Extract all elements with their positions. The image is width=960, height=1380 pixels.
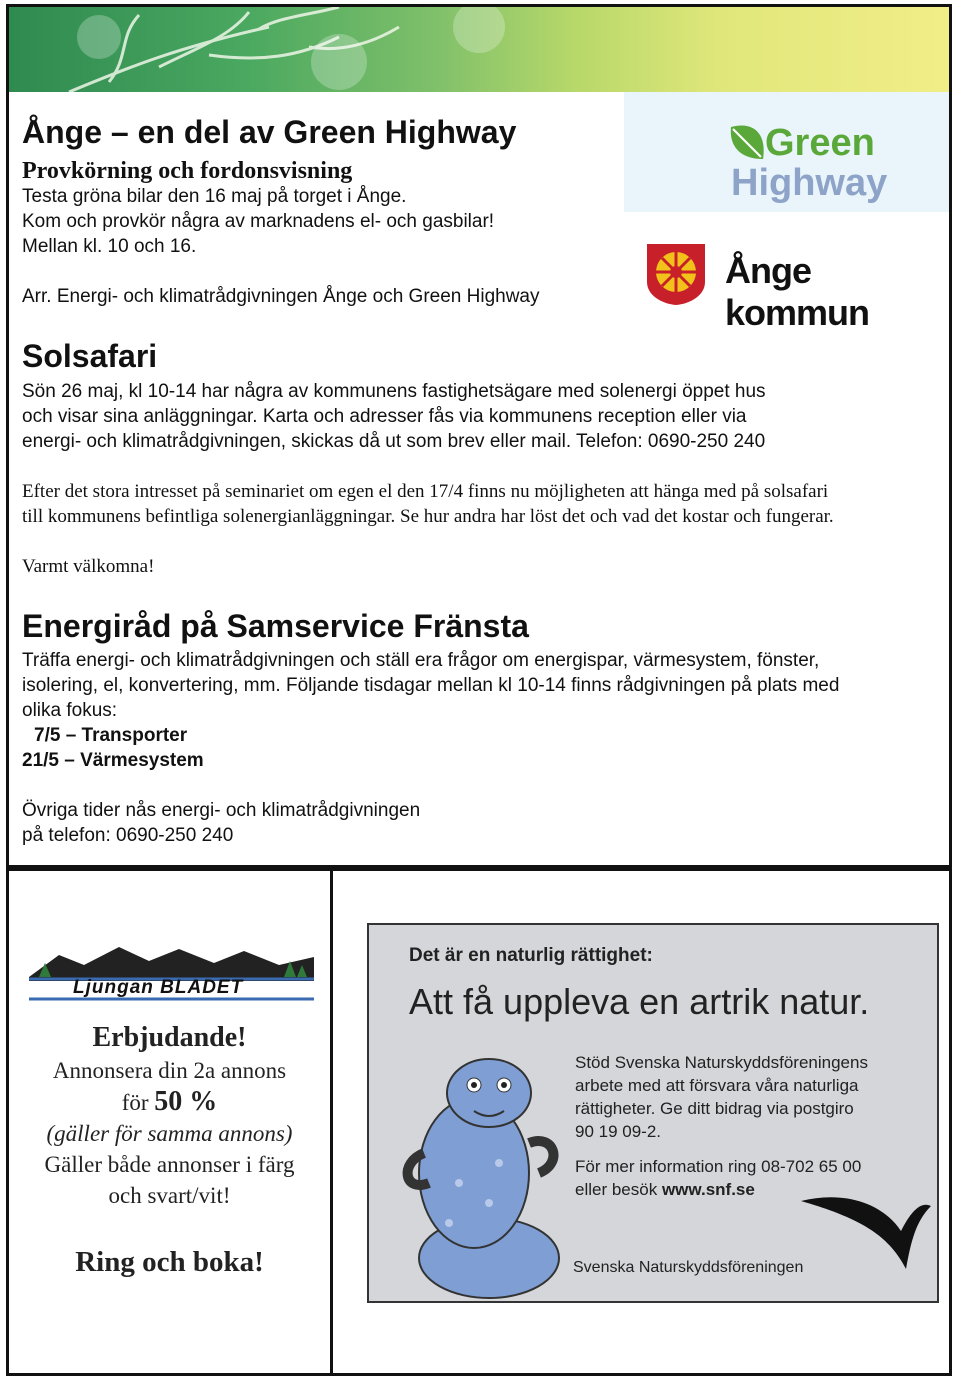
ad-headline: Att få uppleva en artrik natur. bbox=[409, 981, 870, 1022]
text-line: på telefon: 0690-250 240 bbox=[22, 825, 234, 846]
logo-word-highway: Highway bbox=[731, 162, 888, 204]
energirad-section bbox=[22, 609, 839, 848]
section-title: Ånge – en del av Green Highway bbox=[22, 114, 517, 150]
snf-ad-panel bbox=[367, 923, 939, 1303]
text-line: energi- och klimatrådgivningen, skickas då ut som brev eller mail. Telefon: 0690-250 240 bbox=[22, 431, 766, 452]
ljunganbladet-ad bbox=[6, 868, 333, 1376]
offer-title: Erbjudande! bbox=[92, 1022, 247, 1053]
text-line: isolering, el, konvertering, mm. Följande tisdagar mellan kl 10-14 finns rådgivningen på plats med bbox=[22, 675, 840, 696]
text-line: För mer information ring 08-702 65 00 bbox=[575, 1157, 862, 1176]
ljunganbladet-logo bbox=[29, 941, 314, 1005]
offer-text bbox=[9, 1021, 330, 1279]
focus-item: 7/5 – Transporter bbox=[34, 725, 188, 746]
municipal-shield-icon bbox=[645, 242, 707, 306]
text-line: 90 19 09-2. bbox=[575, 1122, 662, 1141]
focus-item: 21/5 – Värmesystem bbox=[22, 750, 204, 771]
offer-line: Gäller både annonser i färg bbox=[44, 1152, 295, 1177]
text-line: Testa gröna bilar den 16 maj på torget i Ånge. bbox=[22, 186, 407, 207]
logo-text-ange-kommun: Ånge kommun bbox=[725, 250, 870, 333]
text-line: rättigheter. Ge ditt bidrag via postgiro bbox=[575, 1099, 854, 1118]
discount-value: 50 % bbox=[154, 1086, 218, 1117]
organisation-name: Svenska Naturskyddsföreningen bbox=[573, 1259, 804, 1276]
text-line: Mellan kl. 10 och 16. bbox=[22, 236, 197, 257]
green-highway-logo bbox=[723, 119, 923, 209]
text-line: Kom och provkör några av marknadens el- och gasbilar! bbox=[22, 211, 495, 232]
text-line: Träffa energi- och klimatrådgivningen och ställ era frågor om energispar, värmesystem, fönster, bbox=[22, 650, 820, 671]
text-line: Sön 26 maj, kl 10-14 har några av kommunens fastighetsägare med solenergi öppet hus bbox=[22, 381, 766, 402]
support-text bbox=[575, 1051, 935, 1143]
ange-kommun-logo bbox=[645, 240, 945, 333]
logo-text-ljungan-bladet: Ljungan BLADET bbox=[73, 977, 244, 998]
welcome-line: Varmt välkomna! bbox=[22, 556, 155, 577]
beaver-illustration-icon bbox=[379, 1033, 579, 1303]
text-line: Efter det stora intresset på seminariet om egen el den 17/4 finns nu möjligheten att hänga med på solsafari bbox=[22, 481, 829, 502]
logo-word-green: Green bbox=[765, 122, 875, 164]
ad-kicker: Det är en naturlig rättighet: bbox=[409, 945, 653, 966]
text-line: Övriga tider nås energi- och klimatrådgivningen bbox=[22, 800, 421, 821]
section-title: Energiråd på Samservice Fränsta bbox=[22, 608, 529, 644]
tree-branch-illustration bbox=[9, 7, 952, 92]
website-link[interactable]: www.snf.se bbox=[661, 1180, 755, 1199]
offer-line: (gäller för samma annons) bbox=[46, 1121, 293, 1146]
text-line: arbete med att försvara våra naturliga bbox=[575, 1076, 859, 1095]
solsafari-section bbox=[22, 339, 834, 579]
section-title: Solsafari bbox=[22, 338, 158, 374]
nature-banner bbox=[9, 7, 952, 92]
call-to-action: Ring och boka! bbox=[75, 1246, 264, 1278]
swallow-bird-icon bbox=[801, 1181, 931, 1271]
section-subtitle: Provkörning och fordonsvisning bbox=[22, 158, 353, 184]
main-article-box bbox=[6, 4, 952, 868]
offer-line bbox=[9, 1086, 330, 1118]
snf-ad bbox=[330, 868, 952, 1376]
text-line: till kommunens befintliga solenergianläggningar. Se hur andra har löst det och vad det kostar och fungerar. bbox=[22, 506, 834, 527]
text-line: olika fokus: bbox=[22, 700, 118, 721]
organizer-line: Arr. Energi- och klimatrådgivningen Ånge och Green Highway bbox=[22, 286, 540, 307]
offer-prefix: för bbox=[121, 1090, 155, 1115]
info-prefix: eller besök bbox=[575, 1180, 662, 1199]
text-line: och visar sina anläggningar. Karta och adresser fås via kommunens reception eller via bbox=[22, 406, 747, 427]
offer-line: och svart/vit! bbox=[108, 1183, 231, 1208]
green-highway-section bbox=[22, 115, 540, 309]
text-line: Stöd Svenska Naturskyddsföreningens bbox=[575, 1053, 868, 1072]
offer-line: Annonsera din 2a annons bbox=[52, 1058, 287, 1083]
